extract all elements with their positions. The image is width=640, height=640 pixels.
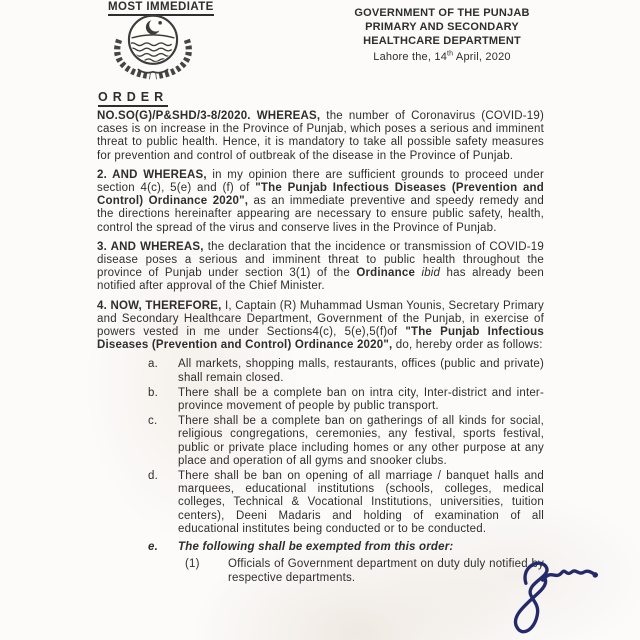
item-text-d: There shall be ban on opening of all marriage / banquet halls and marquees, educational institutions (schools, colleges, medical colleges, Technical & Vocational Institutions, universities, tuition centers), Deeni Madaris and holding of examination of all educational institutes being conducted or to be conducted. xyxy=(178,470,544,535)
item-marker-a: a. xyxy=(148,358,158,371)
place-and-date: Lahore the, 14th April, 2020 xyxy=(373,50,511,63)
date-ordinal-superscript: th xyxy=(447,50,454,58)
letterhead xyxy=(346,6,538,63)
item-text-c: There shall be a complete ban on gatherings of all kinds for social, religious congregations, ceremonies, any festival, sports festival, public or private place including homes or any other purpose at any place and operation of all gyms and snooker clubs. xyxy=(178,415,544,467)
item-marker-c: c. xyxy=(148,415,158,428)
item-text-b: There shall be a complete ban on intra city, Inter-district and inter-province movement of people by public transport. xyxy=(178,386,544,413)
department-name-line3: HEALTHCARE DEPARTMENT xyxy=(363,35,521,47)
item-text-a: All markets, shopping malls, restaurants, offices (public and private) shall remain closed. xyxy=(178,358,544,384)
crest-icon xyxy=(104,11,202,81)
paragraph-now-therefore: 4. NOW, THEREFORE, I, Captain (R) Muhammad Usman Younis, Secretary Primary and Secondary Healthcare Department, Government of the Punjab, in exercise of powers vested in me under Sections4(c), 5(e),5(f)of "The Punjab Infectious Diseases (Prevention and Control) Ordinance 2020", do, hereby order as follows: xyxy=(97,299,544,352)
department-name-line1: GOVERNMENT OF THE PUNJAB xyxy=(354,7,530,19)
order-item-b xyxy=(97,387,544,413)
item-marker-e: e. xyxy=(148,541,158,554)
exemption-marker-1: (1) xyxy=(185,558,200,571)
punjab-government-crest-logo xyxy=(104,11,202,86)
order-item-a xyxy=(97,358,544,384)
item-marker-b: b. xyxy=(148,386,158,399)
exemption-item-1 xyxy=(97,558,544,584)
order-item-c xyxy=(97,415,544,468)
order-item-d xyxy=(97,470,544,536)
order-heading: ORDER xyxy=(98,90,168,107)
paragraph-whereas-3: 3. AND WHEREAS, the declaration that the incidence or transmission of COVID-19 disease poses a serious and imminent threat to public health throughout the province of Punjab under section 3(1) of the Ordinance ibid has already been notified after approval of the Chief Minister. xyxy=(97,240,545,293)
most-immediate-stamp: MOST IMMEDIATE xyxy=(108,1,214,16)
item-marker-d: d. xyxy=(148,470,158,483)
order-item-e-exemptions xyxy=(97,541,544,554)
item-text-e: The following shall be exempted from this order: xyxy=(178,541,454,554)
paragraph-whereas-1: NO.SO(G)/P&SHD/3-8/2020. WHEREAS, the number of Coronavirus (COVID-19) cases is on increase in the Province of Punjab, which poses a serious and imminent threat to public health. Hence, it is mandatory to take all possible safety measures for prevention and control of outbreak of the disease in the Province of Punjab. xyxy=(97,110,544,162)
exemption-text-1: Officials of Government department on duty duly notified by respective departments. xyxy=(228,558,544,584)
paragraph-whereas-2: 2. AND WHEREAS, in my opinion there are sufficient grounds to proceed under section 4(c), 5(e) and (f) of "The Punjab Infectious Diseases (Prevention and Control) Ordinance 2020", as an immediate preventive and speedy remedy and the directions hereinafter appearing are necessary to ensure public safety, health, control the spread of the virus and conserve lives in the Province of Punjab. xyxy=(97,168,545,234)
order-body xyxy=(97,110,544,585)
department-name-line2: PRIMARY AND SECONDARY xyxy=(365,21,519,33)
